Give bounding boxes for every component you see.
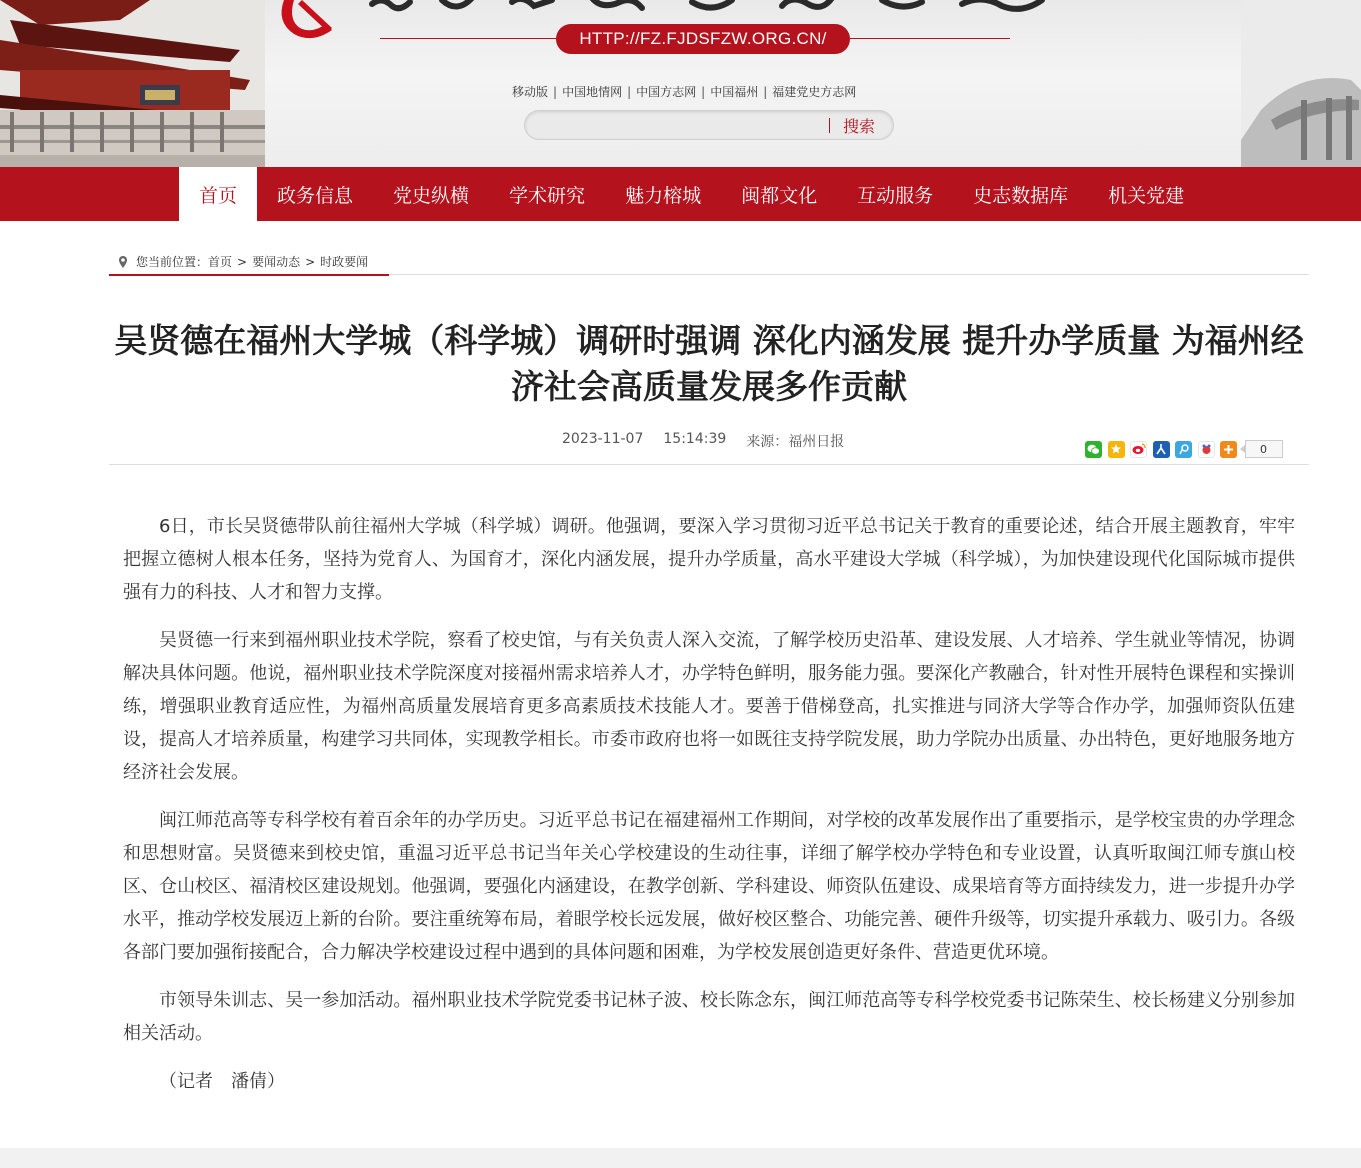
article-meta (562, 431, 844, 451)
breadcrumb-news[interactable]: 要闻动态 (252, 255, 301, 269)
header-banner (0, 0, 1361, 167)
nav-item-charm-city[interactable]: 魅力榕城 (625, 184, 702, 207)
quick-link-mobile[interactable]: 移动版 (512, 85, 549, 99)
breadcrumb-separator: > (237, 254, 248, 269)
nav-item-party-building[interactable]: 机关党建 (1108, 184, 1185, 207)
quick-link-fuzhou[interactable]: 中国福州 (710, 85, 759, 99)
tencent-weibo-icon[interactable] (1175, 441, 1192, 458)
divider: | (553, 84, 558, 99)
party-emblem-icon (272, 0, 350, 44)
quick-link-fzw[interactable]: 中国方志网 (636, 85, 697, 99)
nav-item-database[interactable]: 史志数据库 (973, 184, 1069, 207)
url-line-left (380, 38, 556, 39)
breadcrumb-home[interactable]: 首页 (208, 255, 233, 269)
breadcrumb-separator: > (305, 254, 316, 269)
breadcrumb-current[interactable]: 时政要闻 (320, 255, 369, 269)
baidu-icon[interactable] (1198, 441, 1215, 458)
nav-item-home[interactable]: 首页 (179, 167, 257, 221)
article-body (123, 510, 1295, 1113)
main-nav (0, 167, 1361, 221)
weibo-icon[interactable] (1130, 441, 1147, 458)
divider (109, 464, 1309, 465)
location-pin-icon (116, 255, 130, 269)
pavilion-illustration (1241, 0, 1361, 167)
quick-link-dqw[interactable]: 中国地情网 (562, 85, 623, 99)
qzone-icon[interactable] (1108, 441, 1125, 458)
article-paragraph: 吴贤德一行来到福州职业技术学院，察看了校史馆，与有关负责人深入交流，了解学校历史沿革、建设发展、人才培养、学生就业等情况，协调解决具体问题。他说，福州职业技术学院深度对接福州需求培养人才，办学特色鲜明，服务能力强。要深化产教融合，针对性开展特色课程和实操训练，增强职业教育适应性，为福州高质量发展培育更多高素质技术技能人才。要善于借梯登高，扎实推进与同济大学等合作办学，加强师资队伍建设，提高人才培养质量，构建学习共同体，实现教学相长。市委市政府也将一如既往支持学院发展，助力学院办出质量、办出特色，更好地服务地方经济社会发展。 (123, 630, 1295, 783)
url-line-right (850, 38, 1010, 39)
search-box (524, 110, 894, 140)
nav-item-interaction[interactable]: 互动服务 (857, 184, 934, 207)
article-source: 来源：福州日报 (746, 434, 845, 450)
article-paragraph: 市领导朱训志、吴一参加活动。福州职业技术学院党委书记林子波、校长陈念东，闽江师范高等专科学校党委书记陈荣生、校长杨建义分别参加相关活动。 (123, 990, 1295, 1044)
breadcrumb-accent-line (109, 274, 389, 276)
article-time: 15:14:39 (663, 431, 727, 447)
tower-illustration (0, 0, 265, 167)
nav-item-research[interactable]: 学术研究 (509, 184, 586, 207)
nav-item-government[interactable]: 政务信息 (277, 184, 354, 207)
article-byline: （记者 潘倩） (159, 1071, 285, 1092)
nav-item-party-history[interactable]: 党史纵横 (393, 184, 470, 207)
nav-item-culture[interactable]: 闽都文化 (741, 184, 818, 207)
footer-band (0, 1148, 1361, 1168)
renren-icon[interactable] (1153, 441, 1170, 458)
divider: | (701, 84, 706, 99)
article-title: 吴贤德在福州大学城（科学城）调研时强调 深化内涵发展 提升办学质量 为福州经济社会高质量发展多作贡献 (114, 321, 1304, 406)
quick-links (512, 83, 856, 100)
divider: | (627, 84, 632, 99)
share-bar (1085, 440, 1283, 458)
calligraphy-logo (362, 0, 1062, 22)
article-date: 2023-11-07 (562, 431, 644, 447)
more-icon[interactable] (1220, 441, 1237, 458)
quick-link-fjdsfzw[interactable]: 福建党史方志网 (772, 85, 857, 99)
search-input[interactable] (535, 115, 825, 135)
article-paragraph: 6日，市长吴贤德带队前往福州大学城（科学城）调研。他强调，要深入学习贯彻习近平总书记关于教育的重要论述，结合开展主题教育，牢牢把握立德树人根本任务，坚持为党育人、为国育才，深化内涵发展，提升办学质量，高水平建设大学城（科学城），为加快建设现代化国际城市提供强有力的科技、人才和智力支撑。 (123, 516, 1295, 603)
breadcrumb (109, 249, 1309, 275)
wechat-icon[interactable] (1085, 441, 1102, 458)
breadcrumb-prefix: 您当前位置： (136, 255, 209, 269)
article-paragraph: 闽江师范高等专科学校有着百余年的办学历史。习近平总书记在福建福州工作期间，对学校的改革发展作出了重要指示，是学校宝贵的办学理念和思想财富。吴贤德来到校史馆，重温习近平总书记当年关心学校建设的生动往事，详细了解学校办学特色和专业设置，认真听取闽江师专旗山校区、仓山校区、福清校区建设规划。他强调，要强化内涵建设，在教学创新、学科建设、师资队伍建设、成果培育等方面持续发力，进一步提升办学水平，推动学校发展迈上新的台阶。要注重统筹布局，着眼学校长远发展，做好校区整合、功能完善、硬件升级等，切实提升承载力、吸引力。各级各部门要加强衔接配合，合力解决学校建设过程中遇到的具体问题和困难，为学校发展创造更好条件、营造更优环境。 (123, 810, 1295, 963)
divider: | (763, 84, 768, 99)
share-count: 0 (1245, 440, 1283, 458)
search-button[interactable]: 搜索 (843, 117, 876, 136)
search-divider (829, 118, 830, 133)
site-url-badge: HTTP://FZ.FJDSFZW.ORG.CN/ (556, 24, 850, 54)
